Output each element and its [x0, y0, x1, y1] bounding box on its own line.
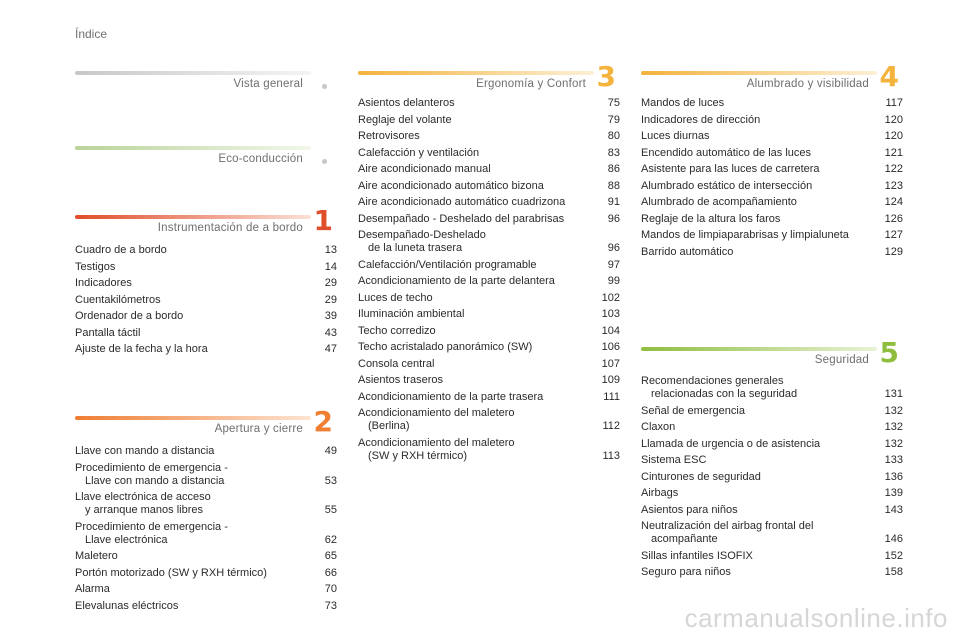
toc-entry-page: 126 [884, 212, 903, 225]
toc-entry-title [75, 261, 313, 274]
toc-entry-page: 70 [324, 583, 337, 595]
toc-entry-title [358, 196, 596, 209]
toc-entry-line: Aire acondicionado manual [358, 163, 491, 175]
toc-entry-page: 120 [884, 130, 903, 142]
toc-entry-line-continued: (SW y RXH térmico) [368, 449, 467, 462]
toc-entry[interactable] [75, 277, 337, 290]
section-vista-general [75, 67, 337, 93]
toc-entry-page: 132 [884, 437, 903, 450]
toc-entry-line: Sistema ESC [641, 454, 707, 466]
toc-entry-page: 122 [884, 163, 903, 175]
section-items [75, 244, 337, 356]
section-number: 1 [313, 204, 333, 237]
section-number: 2 [313, 405, 333, 438]
toc-entry[interactable] [75, 445, 337, 458]
toc-entry-title [75, 310, 313, 323]
toc-entry-line: Airbags [641, 487, 679, 499]
toc-entry-line-continued: acompañante [651, 533, 718, 545]
toc-entry[interactable] [641, 421, 903, 434]
toc-entry[interactable] [641, 438, 903, 451]
toc-entry-line: Recomendaciones generales [641, 375, 784, 387]
toc-entry-title [358, 341, 596, 354]
toc-entry-page: 65 [324, 550, 337, 562]
toc-entry-title [75, 462, 313, 488]
toc-entry-title [358, 358, 596, 371]
toc-entry-page: 132 [884, 404, 903, 417]
toc-entry-page: 96 [607, 242, 620, 254]
toc-entry-line: Asientos traseros [358, 374, 443, 386]
toc-entry-page: 158 [884, 566, 903, 578]
toc-entry-title [358, 130, 596, 143]
toc-entry-page: 106 [601, 341, 620, 353]
toc-entry-title [358, 97, 596, 110]
section-items [641, 97, 903, 259]
toc-entry[interactable] [641, 180, 903, 193]
toc-entry-line: Techo acristalado panorámico (SW) [358, 341, 533, 353]
toc-entry[interactable] [641, 196, 903, 209]
toc-entry-line: Iluminación ambiental [358, 308, 465, 320]
toc-entry-line: Pantalla táctil [75, 326, 141, 339]
toc-entry-line: Cinturones de seguridad [641, 470, 761, 483]
toc-entry-line: Señal de emergencia [641, 404, 745, 417]
toc-entry-page: 111 [603, 390, 620, 403]
toc-entry[interactable] [641, 97, 903, 110]
toc-entry[interactable] [75, 244, 337, 257]
toc-entry-line: Llave con mando a distancia [75, 445, 215, 457]
section-number: 3 [596, 60, 616, 93]
toc-entry-title [641, 147, 879, 160]
toc-entry-line: Llamada de urgencia o de asistencia [641, 437, 821, 450]
toc-entry-title [358, 213, 596, 226]
toc-entry-page: 29 [324, 277, 337, 289]
toc-entry-title [75, 244, 313, 257]
toc-entry-page: 62 [324, 533, 337, 546]
toc-entry[interactable] [75, 310, 337, 323]
toc-entry[interactable] [358, 259, 620, 272]
toc-entry-page: 91 [607, 196, 620, 208]
toc-entry[interactable] [641, 213, 903, 226]
toc-entry-page: 123 [884, 179, 903, 192]
toc-entry[interactable] [358, 308, 620, 321]
watermark: carmanualsonline.info [684, 603, 948, 633]
section-bar [75, 416, 311, 420]
toc-entry-line: Consola central [358, 357, 435, 370]
toc-entry[interactable] [641, 375, 903, 401]
section-items [358, 97, 620, 463]
toc-entry[interactable] [641, 454, 903, 467]
toc-entry-title [358, 259, 596, 272]
section-ergonomia [358, 60, 620, 466]
toc-entry-line-continued: y arranque manos libres [85, 504, 204, 516]
toc-entry-page: 83 [607, 146, 620, 159]
toc-entry-line: Alarma [75, 583, 110, 595]
section-header [75, 204, 337, 237]
toc-entry-page: 136 [884, 470, 903, 483]
toc-entry-line-continued: relacionadas con la seguridad [651, 388, 798, 400]
toc-entry-page: 55 [324, 504, 337, 516]
toc-entry-line: Luces diurnas [641, 130, 710, 142]
toc-entry[interactable] [358, 196, 620, 209]
toc-entry-title [641, 471, 879, 484]
toc-entry-line: Aire acondicionado automático cuadrizona [358, 196, 566, 208]
toc-entry[interactable] [358, 437, 620, 463]
toc-entry-line-continued: (Berlina) [368, 420, 410, 432]
toc-entry-title [641, 504, 879, 517]
toc-entry-line: Acondicionamiento de la parte trasera [358, 390, 544, 403]
section-items [641, 375, 903, 579]
toc-entry-line: Elevalunas eléctricos [75, 599, 179, 612]
toc-entry[interactable] [358, 374, 620, 387]
toc-entry-page: 152 [884, 549, 903, 562]
toc-entry-line: Retrovisores [358, 130, 420, 142]
toc-entry-page: 127 [884, 229, 903, 241]
toc-entry-line: Indicadores [75, 277, 132, 289]
toc-entry[interactable] [358, 180, 620, 193]
toc-entry[interactable] [358, 97, 620, 110]
section-bar [358, 71, 594, 75]
toc-entry-title [641, 520, 879, 546]
toc-entry[interactable] [358, 229, 620, 255]
toc-entry-title [75, 583, 313, 596]
toc-entry-title [75, 294, 313, 307]
toc-entry-line: Aire acondicionado automático bizona [358, 179, 544, 192]
toc-entry-title [75, 567, 313, 580]
section-title: Eco-conducción [218, 153, 303, 165]
toc-entry[interactable] [641, 504, 903, 517]
section-dot-icon [322, 84, 327, 89]
toc-entry-page: 102 [601, 291, 620, 304]
toc-entry-page: 79 [607, 113, 620, 126]
toc-entry-line: Llave electrónica de acceso [75, 491, 211, 503]
toc-entry-page: 103 [601, 308, 620, 320]
toc-entry-line: Procedimiento de emergencia - [75, 520, 228, 533]
toc-entry-title [75, 277, 313, 290]
section-title: Apertura y cierre [214, 423, 303, 435]
toc-entry[interactable] [641, 246, 903, 259]
toc-entry-page: 117 [885, 97, 903, 109]
toc-entry-title [641, 130, 879, 143]
section-header [75, 142, 337, 168]
toc-entry-line: Reglaje del volante [358, 113, 452, 126]
toc-entry-title [641, 163, 879, 176]
toc-entry-page: 39 [324, 310, 337, 322]
toc-entry-title [641, 405, 879, 418]
section-alumbrado [641, 60, 903, 262]
toc-entry-line: Desempañado - Deshelado del parabrisas [358, 212, 565, 225]
toc-entry[interactable] [358, 163, 620, 176]
toc-entry-page: 121 [884, 146, 903, 159]
section-bar [75, 146, 311, 150]
toc-entry-title [641, 454, 879, 467]
section-header [75, 405, 337, 438]
toc-entry-page: 97 [607, 258, 620, 271]
toc-entry-title [641, 438, 879, 451]
toc-entry-page: 131 [884, 388, 903, 400]
section-bar [75, 71, 311, 75]
toc-entry[interactable] [358, 130, 620, 143]
toc-entry-title [641, 550, 879, 563]
toc-entry-page: 139 [884, 487, 903, 499]
toc-entry-title [358, 163, 596, 176]
toc-entry-line: Mandos de limpiaparabrisas y limpialuneta [641, 229, 849, 241]
toc-entry-title [358, 308, 596, 321]
toc-entry[interactable] [641, 405, 903, 418]
toc-entry-line: Alumbrado de acompañamiento [641, 196, 797, 208]
toc-entry[interactable] [641, 163, 903, 176]
toc-entry-line: Desempañado-Deshelado [358, 229, 486, 241]
toc-entry[interactable] [641, 229, 903, 242]
toc-entry-line: Calefacción/Ventilación programable [358, 258, 537, 271]
toc-entry-page: 13 [324, 244, 337, 256]
toc-entry[interactable] [358, 341, 620, 354]
toc-entry-page: 124 [884, 196, 903, 208]
toc-entry-title [75, 343, 313, 356]
toc-entry-page: 99 [607, 275, 620, 287]
toc-entry-page: 49 [324, 445, 337, 457]
section-apertura [75, 405, 337, 616]
toc-entry-page: 107 [601, 357, 620, 370]
section-title: Seguridad [814, 354, 869, 366]
toc-entry[interactable] [358, 275, 620, 288]
toc-entry-page: 29 [324, 293, 337, 306]
toc-entry-line: Mandos de luces [641, 97, 725, 109]
toc-entry-line: Encendido automático de las luces [641, 146, 811, 159]
toc-entry-line: Procedimiento de emergencia - [75, 461, 228, 474]
toc-entry-line: Cuadro de a bordo [75, 244, 167, 256]
toc-entry-title [641, 114, 879, 127]
toc-entry-page: 66 [324, 566, 337, 579]
toc-entry-page: 143 [884, 503, 903, 516]
toc-entry[interactable] [75, 462, 337, 488]
toc-entry[interactable] [358, 292, 620, 305]
toc-entry-line: Techo corredizo [358, 324, 436, 337]
toc-entry[interactable] [641, 114, 903, 127]
section-number: 4 [879, 60, 899, 93]
section-items [75, 445, 337, 613]
toc-entry-title [358, 147, 596, 160]
toc-entry-line: Claxon [641, 421, 676, 433]
toc-entry-line: Maletero [75, 550, 118, 562]
toc-entry-page: 43 [324, 326, 337, 339]
toc-entry-title [358, 275, 596, 288]
section-eco-conduccion [75, 142, 337, 168]
section-bar [641, 71, 877, 75]
section-header [358, 60, 620, 93]
toc-entry-page: 146 [884, 533, 903, 545]
toc-entry[interactable] [358, 407, 620, 433]
toc-entry-title [641, 213, 879, 226]
toc-entry[interactable] [75, 600, 337, 613]
toc-entry-page: 88 [607, 179, 620, 192]
section-header [641, 336, 903, 369]
toc-entry-title [358, 325, 596, 338]
toc-entry[interactable] [641, 520, 903, 546]
toc-entry-page: 133 [884, 454, 903, 466]
toc-entry-page: 104 [601, 324, 620, 337]
toc-entry-page: 129 [884, 245, 903, 258]
toc-entry-title [75, 600, 313, 613]
toc-entry-title [358, 292, 596, 305]
toc-entry-page: 120 [884, 113, 903, 126]
toc-entry-title [358, 391, 596, 404]
toc-entry-line: Cuentakilómetros [75, 293, 161, 306]
toc-entry-line: Calefacción y ventilación [358, 146, 480, 159]
toc-entry-page: 112 [602, 420, 620, 432]
toc-entry-line: Luces de techo [358, 291, 433, 304]
toc-entry-title [75, 491, 313, 517]
toc-entry[interactable] [75, 294, 337, 307]
toc-entry-title [358, 114, 596, 127]
toc-entry-line-continued: Llave con mando a distancia [85, 474, 225, 487]
toc-entry[interactable] [641, 130, 903, 143]
toc-entry-line: Acondicionamiento de la parte delantera [358, 275, 555, 287]
section-header [641, 60, 903, 93]
toc-entry[interactable] [75, 343, 337, 356]
toc-entry[interactable] [75, 491, 337, 517]
section-dot-icon [322, 159, 327, 164]
toc-entry-page: 132 [884, 421, 903, 433]
toc-entry-title [641, 229, 879, 242]
section-title: Vista general [233, 78, 303, 90]
toc-entry-line: Acondicionamiento del maletero [358, 407, 515, 419]
toc-entry-page: 109 [601, 374, 620, 386]
section-title: Alumbrado y visibilidad [746, 78, 869, 90]
toc-entry-line: Asientos para niños [641, 503, 738, 516]
toc-entry-page: 86 [607, 163, 620, 175]
page-label: Índice [75, 27, 108, 41]
section-title: Instrumentación de a bordo [157, 222, 303, 234]
toc-entry-line: Barrido automático [641, 245, 734, 258]
toc-entry-line-continued: Llave electrónica [85, 533, 168, 546]
toc-entry[interactable] [358, 325, 620, 338]
toc-entry-page: 73 [324, 599, 337, 612]
toc-entry[interactable] [358, 114, 620, 127]
toc-entry-page: 75 [607, 97, 620, 109]
toc-entry-title [75, 550, 313, 563]
toc-entry-line: Alumbrado estático de intersección [641, 179, 813, 192]
toc-entry-line: Asientos delanteros [358, 97, 455, 109]
toc-entry[interactable] [75, 261, 337, 274]
toc-entry-page: 80 [607, 130, 620, 142]
toc-entry[interactable] [75, 521, 337, 547]
toc-entry-page: 47 [324, 343, 337, 355]
toc-entry-title [358, 180, 596, 193]
toc-entry[interactable] [75, 550, 337, 563]
toc-entry-line: Sillas infantiles ISOFIX [641, 549, 753, 562]
toc-entry-line: Reglaje de la altura los faros [641, 212, 781, 225]
section-number: 5 [879, 336, 899, 369]
toc-entry-title [641, 487, 879, 500]
toc-entry-title [75, 521, 313, 547]
toc-entry[interactable] [641, 487, 903, 500]
section-bar [75, 215, 311, 219]
section-bar [641, 347, 877, 351]
toc-entry-title [641, 180, 879, 193]
section-header [75, 67, 337, 93]
toc-entry-title [358, 437, 596, 463]
toc-entry-line: Seguro para niños [641, 566, 731, 578]
toc-entry-title [641, 246, 879, 259]
toc-entry-title [358, 407, 596, 433]
toc-entry-line: Neutralización del airbag frontal del [641, 520, 814, 532]
toc-entry-title [358, 229, 596, 255]
toc-entry[interactable] [641, 147, 903, 160]
section-instrumentacion [75, 204, 337, 360]
toc-entry[interactable] [358, 391, 620, 404]
toc-entry-page: 53 [324, 474, 337, 487]
toc-entry-line: Indicadores de dirección [641, 113, 761, 126]
toc-entry-title [75, 445, 313, 458]
toc-entry[interactable] [75, 583, 337, 596]
toc-entry-line: Ordenador de a bordo [75, 310, 184, 322]
toc-entry-line: Portón motorizado (SW y RXH térmico) [75, 566, 267, 579]
toc-entry-title [641, 196, 879, 209]
toc-entry-line: Acondicionamiento del maletero [358, 436, 515, 449]
toc-entry[interactable] [641, 471, 903, 484]
toc-entry[interactable] [75, 567, 337, 580]
toc-entry[interactable] [358, 358, 620, 371]
toc-entry[interactable] [75, 327, 337, 340]
toc-entry-line: Asistente para las luces de carretera [641, 163, 820, 175]
section-title: Ergonomía y Confort [476, 78, 586, 90]
toc-entry-title [75, 327, 313, 340]
toc-entry[interactable] [641, 550, 903, 563]
toc-entry-title [358, 374, 596, 387]
toc-entry-page: 113 [602, 449, 620, 462]
section-seguridad [641, 336, 903, 583]
toc-entry-line-continued: de la luneta trasera [368, 242, 463, 254]
toc-entry[interactable] [641, 566, 903, 579]
toc-entry[interactable] [358, 147, 620, 160]
toc-entry-line: Ajuste de la fecha y la hora [75, 343, 208, 355]
toc-entry-title [641, 97, 879, 110]
toc-entry-title [641, 421, 879, 434]
toc-entry-page: 14 [324, 260, 337, 273]
toc-entry-page: 96 [607, 212, 620, 225]
toc-entry-title [641, 566, 879, 579]
toc-entry-title [641, 375, 879, 401]
toc-entry-line: Testigos [75, 260, 116, 273]
toc-entry[interactable] [358, 213, 620, 226]
